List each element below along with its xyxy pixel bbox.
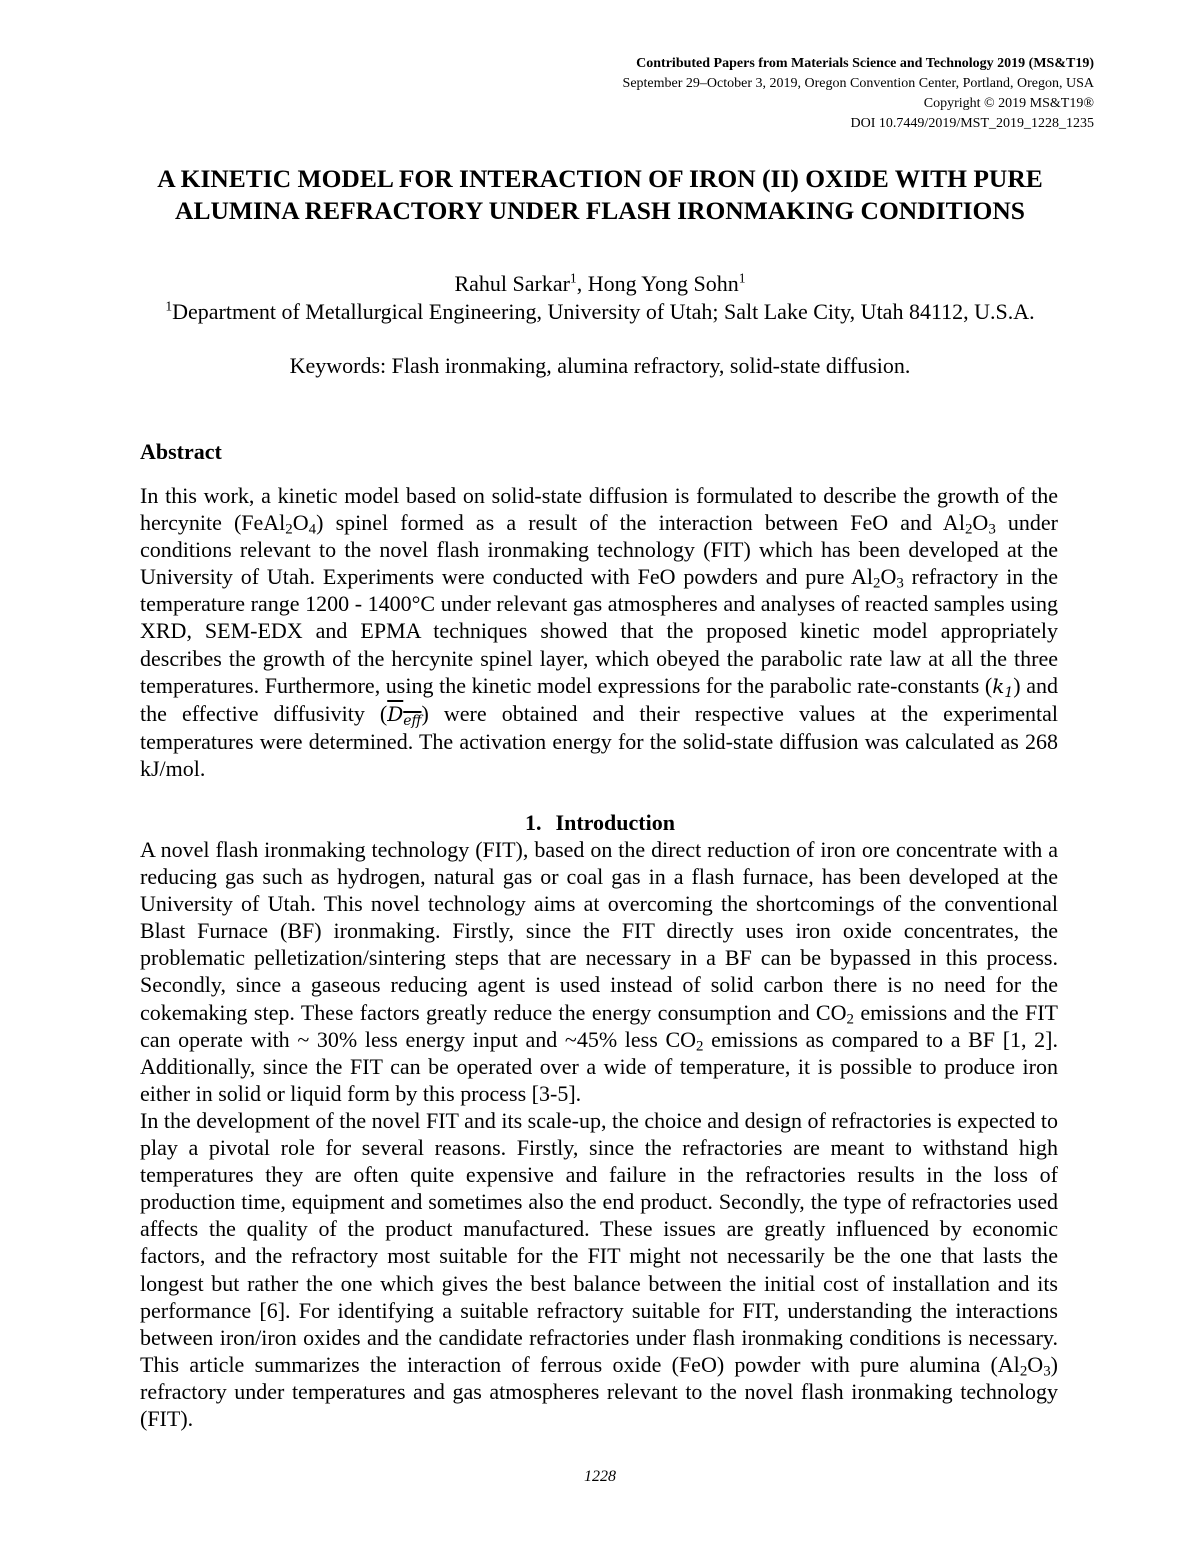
affiliation-mark: 1 [738,270,746,286]
math-subscript: 1 [1004,684,1014,701]
affiliation-mark: 1 [165,298,173,314]
author-2: Hong Yong Sohn [587,271,739,296]
affiliation [140,298,1060,325]
author-line [140,270,1060,297]
text-run: refractory in the temperature range 1200 - 1400°C under relevant gas atmospheres and analyses of reacted samples using XRD, SEM-EDX and EPMA techniques showed that the proposed kinetic model appropriately describes the growth of the hercynite spinel layer, which obeyed the parabolic rate law at all the three temperatures. Furthermore, using the kinetic model expressions for the parabolic rate-constants ( [140,564,1058,698]
doi-line: DOI 10.7449/2019/MST_2019_1228_1235 [850,116,1094,131]
section-heading [140,809,1060,836]
author-separator: , [576,271,588,296]
subscript: 2 [872,576,881,593]
conference-dates: September 29–October 3, 2019, Oregon Convention Center, Portland, Oregon, USA [622,76,1094,91]
subscript: 3 [896,576,904,593]
subscript: 2 [1019,1363,1028,1380]
text-run: O [972,510,989,536]
copyright-line: Copyright © 2019 MS&T19® [923,96,1094,111]
subscript: 4 [308,521,317,538]
affiliation-text: Department of Metallurgical Engineering, University of Utah; Salt Lake City, Utah 84112, U.S.A. [172,299,1035,324]
subscript: 2 [846,1011,854,1028]
math-subscript: eff [403,712,422,729]
page-number: 1228 [584,1468,616,1485]
abstract-text [140,482,1058,782]
section-title: Introduction [555,810,675,835]
paper-title: A KINETIC MODEL FOR INTERACTION OF IRON (II) OXIDE WITH PURE ALUMINA REFRACTORY UNDER FLASH IRONMAKING CONDITIONS [157,164,1043,225]
text-run: In this work, a kinetic model based on solid-state diffusion is formulated to describe the growth of the hercynite (FeAl [140,483,1058,536]
text-run: In the development of the novel FIT and its scale-up, the choice and design of refractories is expected to play a pivotal role for several reasons. Firstly, since the refractories are meant to withstand high temperatures they are often quite expensive and failure in the refractories results in the loss of production time, equipment and sometimes also the end product. Secondly, the type of refractories used affects the quality of the product manufactured. These issues are greatly influenced by economic factors, and the refractory most suitable for the FIT might not necessarily be the one that lasts the longest but rather the one which gives the best balance between the initial cost of installation and its performance [6]. For identifying a suitable refractory suitable for FIT, understanding the interactions between iron/iron oxides and the candidate refractories under flash ironmaking conditions is necessary. This article summarizes the interaction of ferrous oxide (FeO) powder with pure alumina (Al [140,1108,1058,1377]
subscript: 2 [964,521,973,538]
text-run: O [1027,1351,1044,1377]
subscript: 3 [1043,1363,1051,1380]
text-run: A novel flash ironmaking technology (FIT), based on the direct reduction of iron ore concentrate with a reducing gas such as hydrogen, natural gas or coal gas in a flash furnace, has been developed at the University of Utah. This novel technology aims at overcoming the shortcomings of the conventional Blast Furnace (BF) ironmaking. Firstly, since the FIT directly uses iron oxide concentrates, the problematic pelletization/sintering steps that are necessary in a BF can be bypassed in this process. Secondly, since a gaseous reducing agent is used instead of solid carbon there is no need for the cokemaking step. These factors greatly reduce the energy consumption and CO [140,837,1058,1025]
intro-paragraph-1 [140,836,1058,1107]
affiliation-mark: 1 [569,270,577,286]
diffusivity-symbol [387,701,422,729]
math-k: k [992,673,1005,698]
subscript: 2 [696,1038,704,1055]
math-d: D [387,701,404,726]
subscript: 2 [285,521,293,538]
subscript: 3 [988,521,996,538]
abstract-heading: Abstract [140,439,222,464]
intro-paragraph-2 [140,1107,1058,1432]
keywords: Keywords: Flash ironmaking, alumina refractory, solid-state diffusion. [289,353,911,378]
text-run: ) were obtained and their respective values at the experimental temperatures were determined. The activation energy for the solid-state diffusion was calculated as 268 kJ/mol. [140,700,1058,781]
text-run: O [880,564,897,590]
text-run: emissions and the FIT can operate with ~ 30% less energy input and ~45% less CO [140,999,1058,1052]
text-run: emissions as compared to a BF [1, 2]. Additionally, since the FIT can be operated over a wide of temperature, it is possible to produce iron either in solid or liquid form by this process [3-5]. [140,1026,1058,1106]
text-run: ) and the effective diffusivity ( [140,672,1058,726]
text-run: ) spinel formed as a result of the interaction between FeO and Al [316,510,965,536]
text-run: ) refractory under temperatures and gas atmospheres relevant to the novel flash ironmaking technology (FIT). [140,1351,1058,1432]
page-header [623,54,1094,134]
author-1: Rahul Sarkar [454,271,570,296]
rate-constant-symbol [992,673,1014,701]
conference-name: Contributed Papers from Materials Science and Technology 2019 (MS&T19) [636,56,1094,71]
section-number: 1. [525,810,542,835]
text-run: under conditions relevant to the novel flash ironmaking technology (FIT) which has been developed at the University of Utah. Experiments were conducted with FeO powders and pure Al [140,510,1059,590]
text-run: O [292,510,309,536]
